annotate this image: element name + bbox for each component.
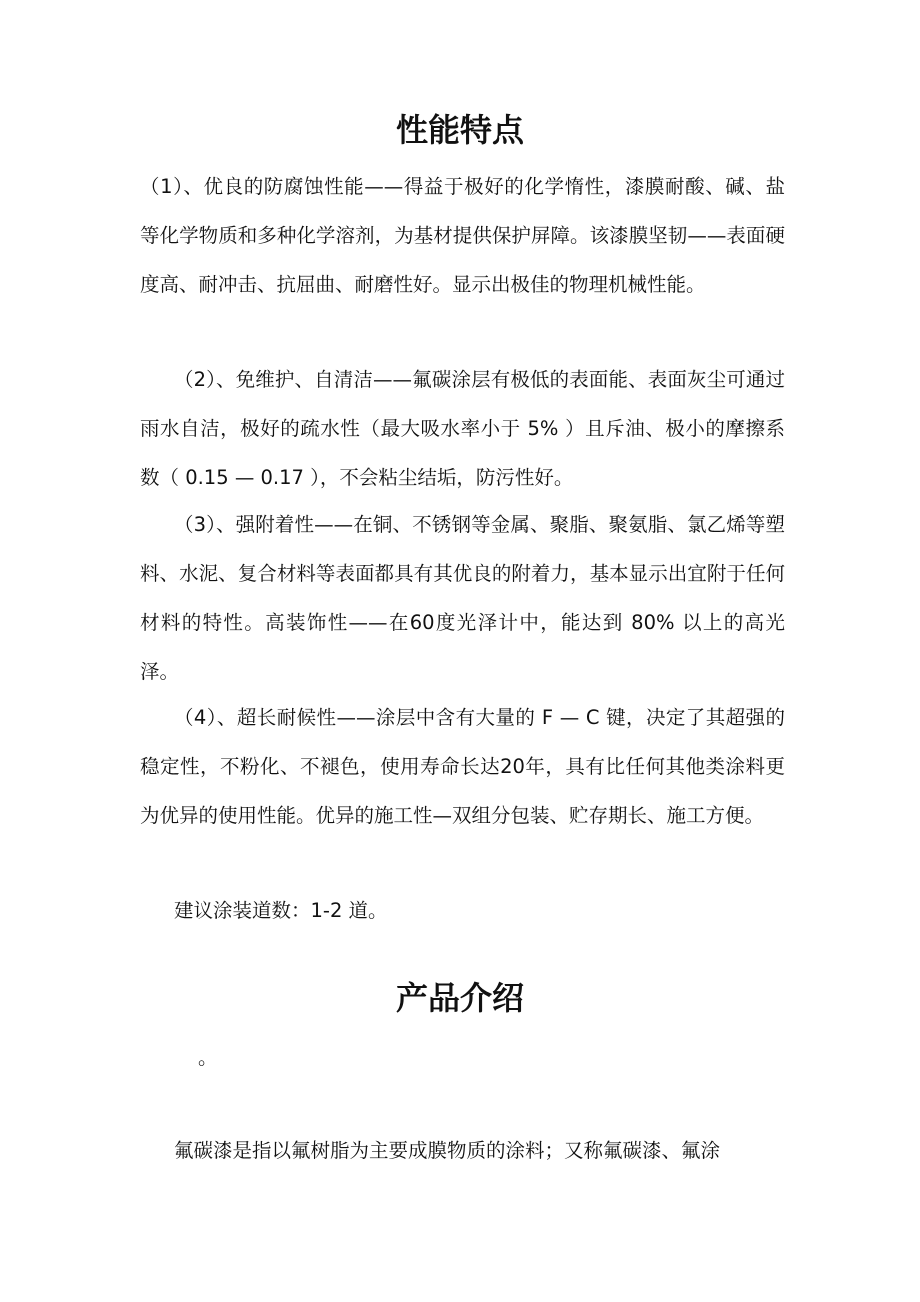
paragraph-coating-passes: 建议涂装道数：1-2 道。 (174, 899, 388, 922)
paragraph-intro: 氟碳漆是指以氟树脂为主要成膜物质的涂料；又称氟碳漆、氟涂 (174, 1139, 721, 1162)
paragraph-weather-resistance: （4）、超长耐候性——涂层中含有大量的 F — C 键，决定了其超强的稳定性，不粉化、不褪色，使用寿命长达20年，具有比任何其他类涂料更为优异的使用性能。优异的施工性—双组分包装、贮存期长、施工方便。 (140, 706, 785, 827)
paragraph-adhesion: （3）、强附着性——在铜、不锈钢等金属、聚脂、聚氨脂、氯乙烯等塑料、水泥、复合材料等表面都具有其优良的附着力，基本显示出宜附于任何材料的特性。高装饰性——在60度光泽计中，能达到 80% 以上的高光泽。 (140, 513, 785, 683)
paragraph-self-cleaning: （2）、免维护、自清洁——氟碳涂层有极低的表面能、表面灰尘可通过雨水自洁，极好的疏水性（最大吸水率小于 5% ）且斥油、极小的摩擦系数（ 0.15 — 0.17 ），不会粘尘结垢，防污性好。 (140, 368, 785, 489)
section-title-intro: 产品介绍 (395, 979, 524, 1017)
paragraph-corrosion-resistance: （1）、优良的防腐蚀性能——得益于极好的化学惰性，漆膜耐酸、碱、盐等化学物质和多种化学溶剂，为基材提供保护屏障。该漆膜坚韧——表面硬度高、耐冲击、抗屈曲、耐磨性好。显示出极佳的物理机械性能。 (140, 175, 785, 296)
section-title-features: 性能特点 (395, 111, 524, 149)
stray-period: 。 (198, 1046, 218, 1069)
